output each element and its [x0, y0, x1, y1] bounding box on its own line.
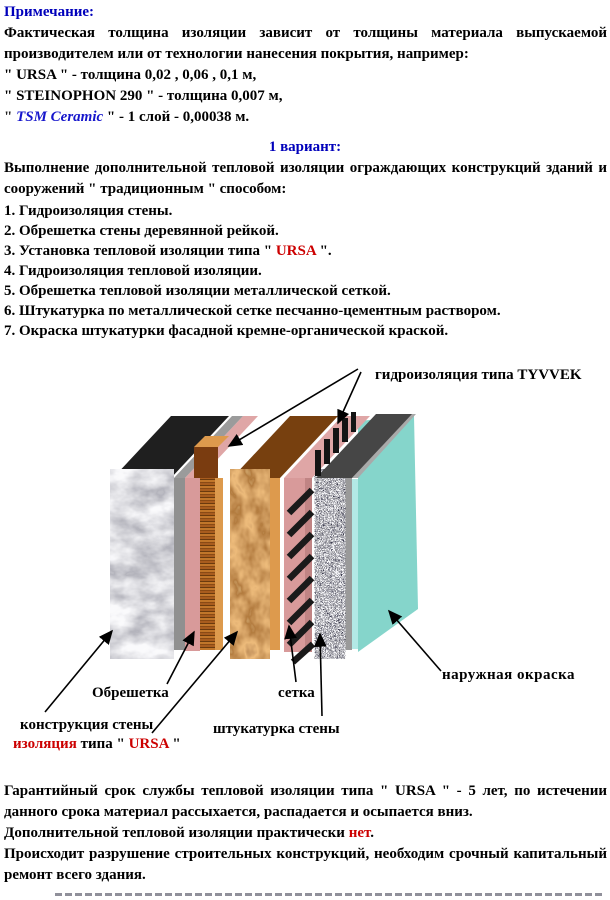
layer-wall-marble	[113, 478, 171, 650]
label-obreshetka: Обрешетка	[92, 685, 169, 701]
label-shtukaturka: штукатурка стены	[213, 721, 340, 737]
layer-battens-side	[215, 478, 223, 650]
layer-gray-strip-left	[174, 478, 185, 650]
footer-section	[4, 781, 607, 886]
wall-layers-diagram	[0, 355, 610, 780]
note-line-ursa: " URSA " - толщина 0,02 , 0,06 , 0,1 м,	[4, 67, 257, 83]
tsm-brand: TSM Ceramic	[16, 109, 104, 125]
label-izolyatsiya-end: "	[168, 736, 181, 752]
layer-plaster	[316, 478, 344, 650]
label-izolyatsiya-brand: URSA	[128, 736, 169, 752]
step-7: 7. Окраска штукатурки фасадной кремне-органической краской.	[4, 323, 449, 339]
label-setka: сетка	[278, 685, 315, 701]
arrow-paint	[389, 611, 441, 671]
footer-p2-dot: .	[370, 825, 374, 841]
label-konstruktsiya: конструкция стены	[20, 717, 154, 733]
layer-ursa-side	[268, 478, 280, 650]
page-bottom-divider	[55, 893, 603, 896]
step-6: 6. Штукатурка по металлической сетке песчанно-цементным раствором.	[4, 303, 501, 319]
variant-title: 1 вариант:	[268, 139, 342, 155]
step-3-text: 3. Установка тепловой изоляции типа "	[4, 243, 276, 259]
footer-no-insulation	[4, 823, 607, 844]
label-izolyatsiya-red: изоляция	[13, 736, 77, 752]
note-section	[4, 2, 607, 128]
footer-p2-net: нет	[348, 825, 371, 841]
label-naruzhnaya: наружная окраска	[442, 667, 576, 683]
footer-p2-text: Дополнительной тепловой изоляции практически	[4, 825, 349, 841]
layer-ursa-insulation	[232, 478, 268, 650]
label-izolyatsiya	[13, 736, 181, 752]
layer-tyvvek1	[185, 478, 200, 651]
variant-intro: Выполнение дополнительной тепловой изоляции ограждающих конструкций зданий и сооружений " традиционным " способом:	[4, 160, 607, 197]
footer-destruction: Происходит разрушение строительных конструкций, необходим срочный капитальный ремонт всего здания.	[4, 846, 607, 883]
label-izolyatsiya-mid: типа "	[76, 736, 129, 752]
step-5: 5. Обрешетка тепловой изоляции металлической сеткой.	[4, 283, 391, 299]
step-3	[4, 241, 607, 261]
label-tyvvek: гидроизоляция типа TYVVEK	[375, 367, 582, 383]
layer-battens	[200, 478, 215, 650]
step-3-brand: URSA	[275, 243, 316, 259]
note-line-steinophon: " STEINOPHON 290 " - толщина 0,007 м,	[4, 88, 283, 104]
steps-list	[4, 201, 607, 341]
layer-blue-speckle-strip	[352, 479, 358, 649]
note-body: Фактическая толщина изоляции зависит от толщины материала выпускаемой производителем или от технологии нанесения покрытия, например:	[4, 25, 607, 62]
tsm-rest: " - 1 слой - 0,00038 м.	[103, 109, 250, 125]
step-1: 1. Гидроизоляция стены.	[4, 203, 173, 219]
footer-warranty: Гарантийный срок службы тепловой изоляции типа " URSA " - 5 лет, по истечении данного срока материал рассыхается, распадается и осыпается вниз.	[4, 783, 607, 820]
step-2: 2. Обрешетка стены деревянной рейкой.	[4, 223, 279, 239]
layer-gray-strip-right	[344, 478, 352, 650]
step-4: 4. Гидроизоляция тепловой изоляции.	[4, 263, 262, 279]
note-line-tsm	[4, 107, 607, 128]
batten-cap	[194, 447, 218, 478]
tsm-open-quote: "	[4, 109, 17, 125]
step-3-end: ".	[315, 243, 332, 259]
note-heading: Примечание:	[4, 4, 95, 20]
